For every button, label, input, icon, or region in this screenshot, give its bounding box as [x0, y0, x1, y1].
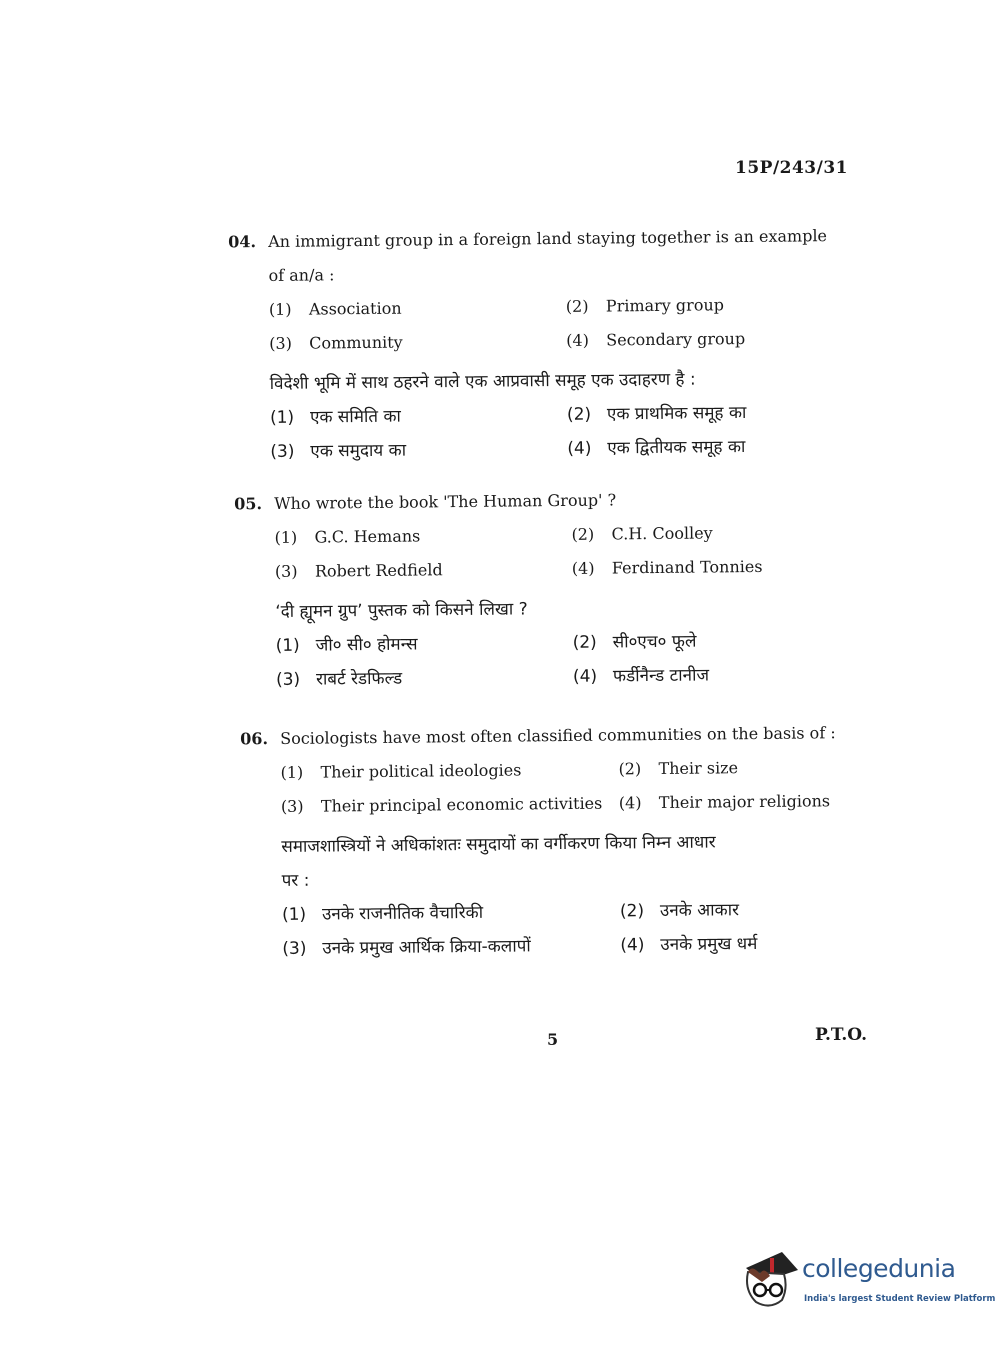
option-number: (1): [274, 527, 298, 547]
question-text-line: Who wrote the book 'The Human Group' ?: [274, 490, 617, 513]
option-number: (3): [270, 441, 295, 462]
option-en: [566, 287, 828, 324]
option-text: Robert Redfield: [314, 560, 443, 581]
option-en: [566, 321, 828, 358]
page-number: 5: [547, 1030, 559, 1049]
option-text: Community: [309, 332, 403, 353]
option-text: जी० सी० होमन्स: [315, 634, 418, 656]
option-hi: [620, 892, 838, 928]
question-text-hi: ‘दी ह्यूमन ग्रुप’ पुस्तक को किसने लिखा ?: [275, 599, 528, 622]
brand-tagline: India's largest Student Review Platform: [804, 1294, 996, 1304]
collegedunia-watermark: [742, 1250, 996, 1315]
paper-code: 15P/243/31: [735, 158, 849, 178]
option-text: G.C. Hemans: [314, 526, 421, 547]
option-text: Their size: [658, 758, 739, 779]
option-number: (4): [618, 793, 642, 813]
mascot-icon: [742, 1250, 800, 1312]
option-en: [572, 550, 763, 586]
option-text: Primary group: [605, 295, 725, 316]
option-hi: [275, 626, 572, 663]
option-hi: [572, 624, 763, 660]
option-en: [618, 750, 836, 786]
option-number: (2): [572, 632, 597, 653]
question-number: 04.: [228, 232, 257, 252]
option-number: (3): [269, 333, 293, 353]
option-text: फर्डीनैन्ड टानीज: [612, 665, 710, 687]
options-en: [280, 750, 836, 824]
option-number: (3): [274, 561, 298, 581]
option-text: उनके प्रमुख धर्म: [660, 934, 758, 956]
option-text: Their principal economic activities: [320, 793, 603, 816]
option-en: [571, 516, 762, 552]
options-hi: [270, 395, 830, 469]
question-text-en: [240, 716, 836, 756]
option-number: (3): [282, 938, 307, 959]
question-text-hi: पर :: [281, 870, 310, 891]
option-en: [269, 324, 566, 361]
option-hi: [282, 894, 620, 932]
option-number: (3): [280, 796, 304, 816]
option-text: एक द्वितीयक समूह का: [607, 437, 746, 459]
option-text: Their political ideologies: [320, 760, 522, 782]
question-text-en: [268, 253, 827, 293]
question-text-hi: समाजशास्त्रियों ने अधिकांशतः समुदायों का वर्गीकरण किया निम्न आधार: [281, 832, 716, 857]
options-hi: [282, 892, 838, 966]
option-number: (1): [268, 299, 292, 319]
option-text: एक प्राथमिक समूह का: [606, 403, 747, 425]
option-number: (4): [566, 330, 589, 350]
option-number: (4): [620, 935, 645, 956]
option-number: (2): [618, 759, 642, 779]
question-text-line: An immigrant group in a foreign land staying together is an example: [268, 226, 828, 251]
question-number: 05.: [234, 494, 263, 514]
option-number: (1): [280, 762, 304, 782]
question-text-hi: विदेशी भूमि में साथ ठहरने वाले एक आप्रवासी समूह एक उदाहरण है :: [269, 369, 696, 394]
options-en: [269, 287, 829, 361]
question-text-line: Sociologists have most often classified communities on the basis of :: [280, 723, 836, 748]
option-number: (2): [619, 901, 645, 922]
option-number: (4): [572, 666, 598, 687]
question-04: [228, 219, 829, 469]
option-number: (4): [567, 438, 592, 459]
option-text: उनके आकार: [659, 900, 740, 922]
question-text-en: [234, 482, 762, 521]
option-number: (1): [275, 635, 300, 656]
option-text: एक समिति का: [309, 406, 402, 428]
option-number: (4): [571, 558, 595, 578]
option-number: (2): [565, 296, 589, 316]
option-text: Their major religions: [658, 791, 831, 813]
option-hi: [620, 926, 838, 962]
option-hi: [282, 928, 620, 966]
option-hi: [567, 429, 829, 466]
option-en: [619, 784, 837, 820]
option-hi: [567, 395, 829, 432]
option-number: (1): [281, 904, 307, 925]
option-text: Secondary group: [606, 329, 746, 350]
question-06: [240, 716, 838, 966]
option-text: Ferdinand Tonnies: [611, 556, 763, 578]
question-number: 06.: [240, 729, 269, 749]
pto-label: P.T.O.: [815, 1025, 867, 1045]
option-en: [269, 290, 566, 327]
option-en: [280, 752, 618, 790]
option-number: (1): [269, 407, 295, 428]
option-hi: [573, 658, 764, 694]
option-number: (2): [566, 404, 592, 425]
question-05: [234, 482, 764, 697]
options-en: [274, 516, 762, 589]
question-text-line: of an/a :: [268, 265, 335, 285]
option-number: (3): [275, 669, 301, 690]
option-hi: [270, 398, 567, 435]
option-text: Association: [308, 298, 402, 319]
options-hi: [275, 624, 763, 697]
option-hi: [270, 432, 567, 469]
option-text: एक समुदाय का: [310, 440, 407, 462]
brand-name: collegedunia: [802, 1254, 956, 1283]
option-text: उनके राजनीतिक वैचारिकी: [321, 902, 484, 925]
option-hi: [276, 660, 573, 697]
option-text: सी०एच० फूले: [612, 631, 697, 653]
option-text: उनके प्रमुख आर्थिक क्रिया-कलापों: [322, 936, 531, 959]
option-number: (2): [571, 524, 595, 544]
option-en: [274, 518, 571, 555]
option-text: C.H. Coolley: [611, 523, 713, 544]
option-en: [275, 552, 572, 589]
option-text: राबर्ट रेडफिल्ड: [315, 668, 403, 690]
option-en: [281, 786, 619, 824]
